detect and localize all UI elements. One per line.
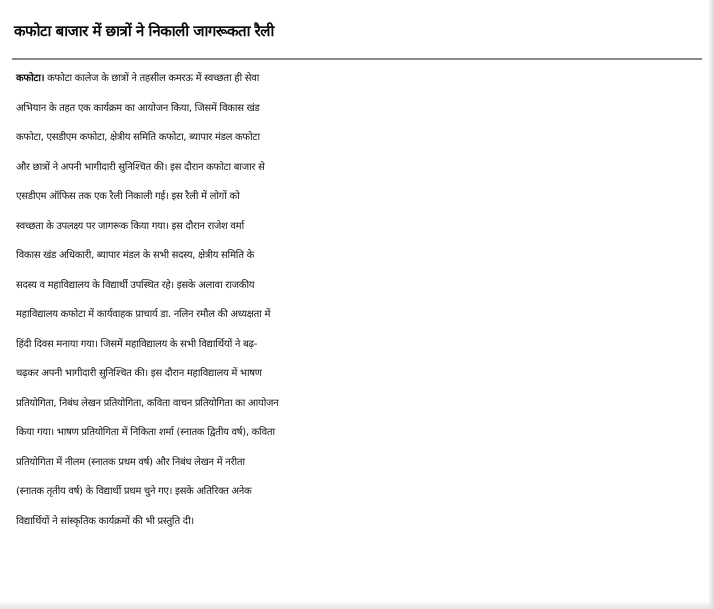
article-line-5: एसडीएम ऑफिस तक एक रैली निकाली गई। इस रैली में लोगों को	[16, 191, 240, 202]
article-dateline: कफोटा।	[16, 73, 45, 84]
article-line-13: किया गया। भाषण प्रतियोगिता में निकिता शर्मा (स्नातक द्वितीय वर्ष), कविता	[16, 427, 275, 438]
article-line-6: स्वच्छता के उपलक्ष्य पर जागरूक किया गया। इस दौरान राजेश वर्मा	[16, 220, 244, 232]
article-line-4: और छात्रों ने अपनी भागीदारी सुनिश्चित की। इस दौरान कफोटा बाजार से	[16, 161, 265, 173]
article-line-15: (स्नातक तृतीय वर्ष) के विद्यार्थी प्रथम चुने गए। इसके अतिरिक्त अनेक	[16, 486, 252, 497]
article-line-8: सदस्य व महाविद्यालय के विद्यार्थी उपस्थित रहे। इसके अलावा राजकीय	[16, 279, 255, 291]
article-line-7: विकास खंड अधिकारी, ब्यापार मंडल के सभी सदस्य, क्षेत्रीय समिति के	[16, 250, 254, 261]
article-body	[16, 64, 706, 536]
article-line-3: कफोटा, एसडीएम कफोटा, क्षेत्रीय समिति कफोटा, ब्यापार मंडल कफोटा	[16, 132, 260, 143]
article-line-1-text: कफोटा कालेज के छात्रों ने तहसील कमरऊ में स्वच्छता ही सेवा	[44, 73, 260, 84]
scan-bottom-edge-shadow	[0, 601, 714, 609]
article-line-11: चढ़कर अपनी भागीदारी सुनिश्चित की। इस दौरान महाविद्यालय में भाषण	[16, 368, 262, 379]
article-line-1	[16, 64, 706, 94]
article-line-16: विद्यार्थियों ने सांस्कृतिक कार्यक्रमों की भी प्रस्तुति दी।	[16, 515, 194, 527]
article-line-2: अभियान के तहत एक कार्यक्रम का आयोजन किया, जिसमें विकास खंड	[16, 102, 260, 114]
article-line-10: हिंदी दिवस मनाया गया। जिसमें महाविद्यालय के सभी विद्यार्थियों ने बढ़-	[16, 338, 258, 350]
article-line-12: प्रतियोगिता, निबंध लेखन प्रतियोगिता, कविता वाचन प्रतियोगिता का आयोजन	[16, 397, 279, 409]
article-line-9: महाविद्यालय कफोटा में कार्यवाहक प्राचार्य डा. नलिन रमौल की अध्यक्षता में	[16, 309, 271, 320]
headline-divider	[12, 58, 702, 60]
article-headline: कफोटा बाजार में छात्रों ने निकाली जागरूकता रैली	[14, 22, 274, 40]
article-line-14: प्रतियोगिता में नीलम (स्नातक प्रथम वर्ष) और निबंध लेखन में नरीता	[16, 456, 245, 468]
scan-right-edge-shadow	[708, 0, 714, 609]
